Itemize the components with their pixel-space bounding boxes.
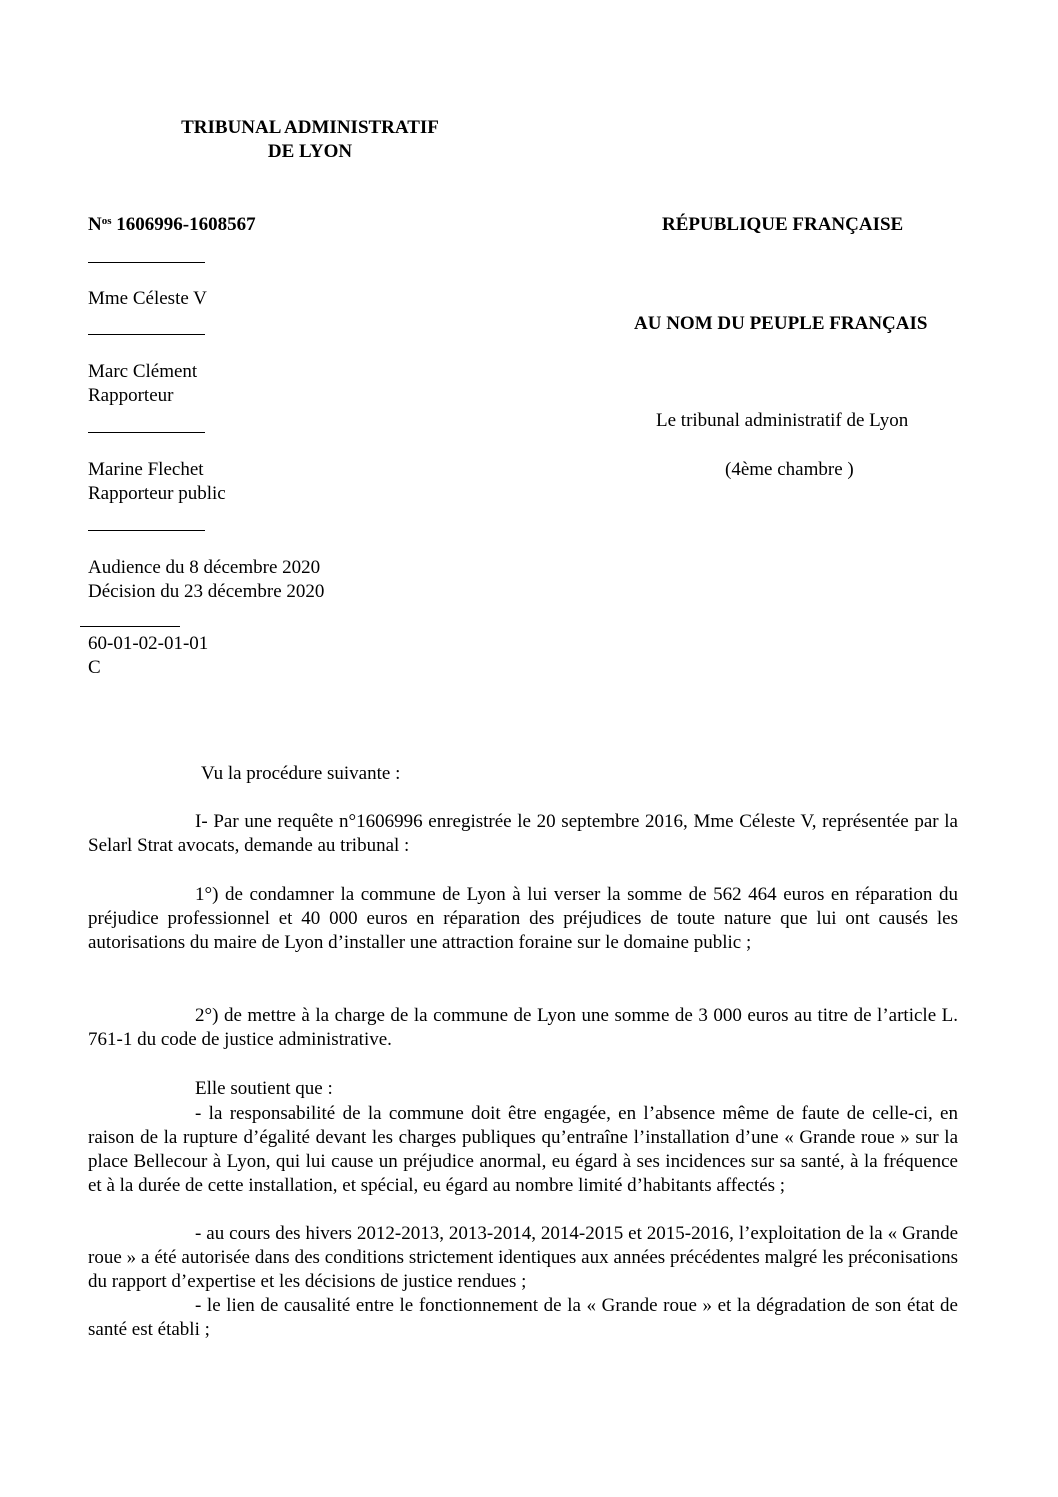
paragraph-demande-1-text: 1°) de condamner la commune de Lyon à lui verser la somme de 562 464 euros en réparation du préjudice professionnel et 40 000 euros en réparation des préjudices de toute nature que lui ont causés les autorisations du maire de Lyon d’installer une attraction foraine sur le domaine public ; <box>88 884 958 953</box>
paragraph-soutient <box>88 1077 958 1101</box>
argument-3 <box>88 1294 958 1342</box>
case-number <box>88 213 256 237</box>
decision-date: Décision du 23 décembre 2020 <box>88 581 325 602</box>
chamber-label: (4ème chambre ) <box>725 459 854 480</box>
audience-date: Audience du 8 décembre 2020 <box>88 557 321 578</box>
rapporteur-name: Marc Clément <box>88 361 198 382</box>
court-name-line1: TRIBUNAL ADMINISTRATIF <box>181 117 439 138</box>
court-heading <box>150 116 470 164</box>
argument-2 <box>88 1222 958 1294</box>
requerante-name: Mme Céleste V <box>88 288 207 309</box>
paragraph-requete <box>88 810 958 858</box>
paragraph-demande-1 <box>88 883 958 955</box>
divider-2 <box>88 334 205 335</box>
classification-code: 60-01-02-01-01 <box>88 633 209 654</box>
rapporteur-public-name: Marine Flechet <box>88 459 204 480</box>
tribunal-name: Le tribunal administratif de Lyon <box>656 410 909 431</box>
paragraph-demande-2 <box>88 1004 958 1052</box>
rapporteur-role: Rapporteur <box>88 385 174 406</box>
case-number-prefix: N <box>88 214 102 235</box>
classification-letter: C <box>88 657 101 678</box>
paragraph-requete-text: I- Par une requête n°1606996 enregistrée le 20 septembre 2016, Mme Céleste V, représentée par la Selarl Strat avocats, demande au tribunal : <box>88 811 958 856</box>
rapporteur-public-role: Rapporteur public <box>88 483 226 504</box>
court-name-line2: DE LYON <box>267 141 353 162</box>
divider-3 <box>88 432 205 433</box>
argument-1 <box>88 1102 958 1198</box>
argument-1-text: - la responsabilité de la commune doit être engagée, en l’absence même de faute de celle-ci, en raison de la rupture d’égalité devant les charges publiques qu’entraîne l’installation d’une « Grande roue » sur la place Bellecour à Lyon, qui lui cause un préjudice anormal, eu égard à ses incidences sur sa santé, à la fréquence et à la durée de cette installation, et spécial, eu égard au nombre limité d’habitants affectés ; <box>88 1103 958 1196</box>
argument-3-text: - le lien de causalité entre le fonctionnement de la « Grande roue » et la dégradation de son état de santé est établi ; <box>88 1295 958 1340</box>
divider-5 <box>80 626 180 627</box>
au-nom-heading: AU NOM DU PEUPLE FRANÇAIS <box>634 313 928 334</box>
argument-2-text: - au cours des hivers 2012-2013, 2013-2014, 2014-2015 et 2015-2016, l’exploitation de la « Grande roue » a été autorisée dans des conditions strictement identiques aux années précédentes malgré les préconisations du rapport d’expertise et les décisions de justice rendues ; <box>88 1223 958 1292</box>
paragraph-demande-2-text: 2°) de mettre à la charge de la commune de Lyon une somme de 3 000 euros au titre de l’article L. 761-1 du code de justice administrative. <box>88 1005 958 1050</box>
paragraph-soutient-text: Elle soutient que : <box>195 1078 333 1099</box>
divider-1 <box>88 262 205 263</box>
divider-4 <box>88 530 205 531</box>
republic-heading: RÉPUBLIQUE FRANÇAISE <box>662 214 904 235</box>
case-number-sup: os <box>101 215 112 227</box>
case-number-values: 1606996-1608567 <box>111 214 256 235</box>
vu-procedure: Vu la procédure suivante : <box>201 763 401 784</box>
